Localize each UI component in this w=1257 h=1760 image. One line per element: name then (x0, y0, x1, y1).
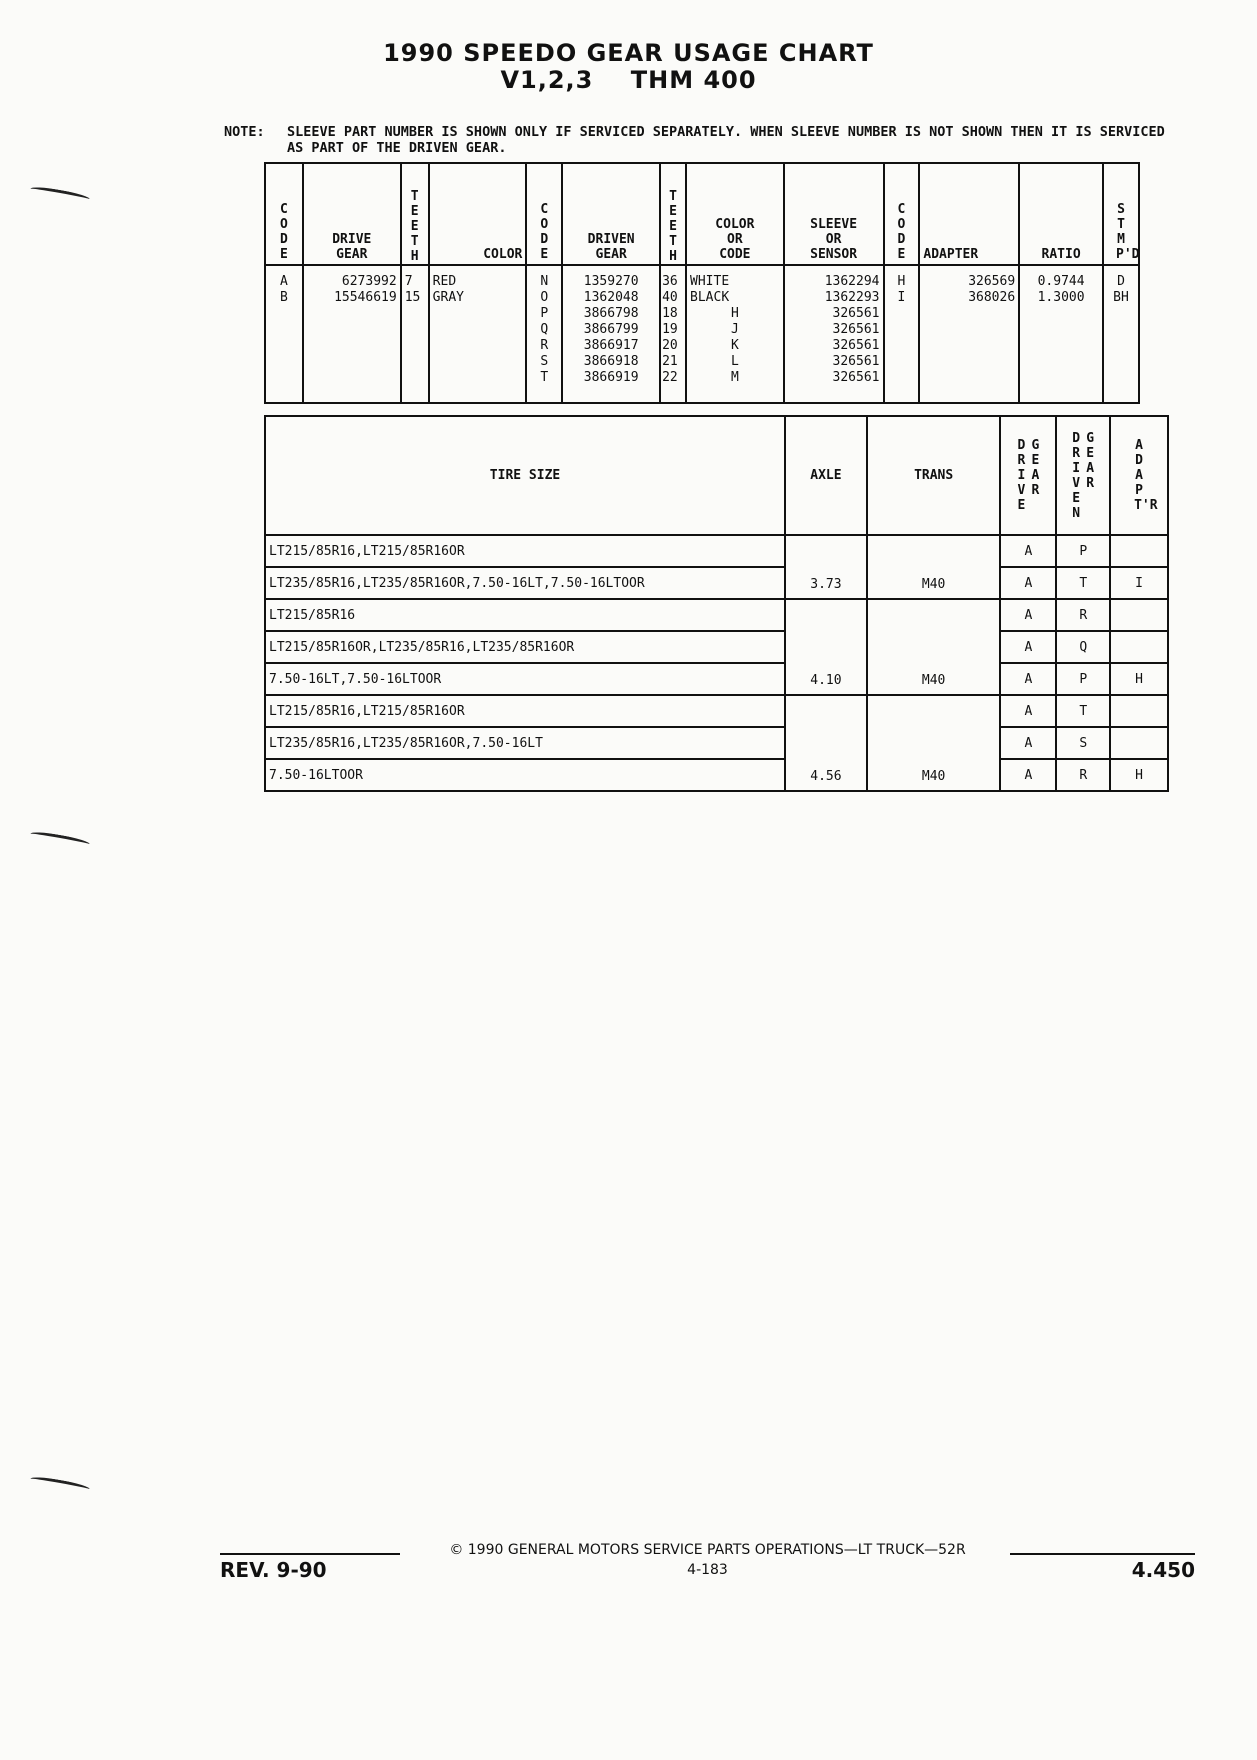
adapter-code-cell: I (1110, 567, 1168, 599)
adapter-code-cell (1110, 695, 1168, 727)
adapter-code-cell (1110, 599, 1168, 631)
driven-color-list (686, 265, 784, 403)
drive-code-cell: A (1000, 759, 1056, 791)
drive-gear-list (303, 265, 401, 403)
list-value: BH (1113, 290, 1129, 305)
list-value: P (540, 306, 549, 321)
drive-code-cell: A (1000, 599, 1056, 631)
list-value: N (540, 274, 549, 289)
page-footer (220, 1538, 1195, 1588)
header-color: COLOR (429, 163, 527, 265)
driven-teeth-list (660, 265, 686, 403)
header-trans: TRANS (867, 416, 1001, 535)
list-value: 7 (404, 274, 413, 289)
list-value: 40 (662, 290, 678, 305)
header-sleeve-or-sensor: SLEEVE OR SENSOR (784, 163, 884, 265)
list-value: 326561 (832, 322, 880, 337)
drive-color-list (429, 265, 527, 403)
list-value: 21 (662, 354, 678, 369)
list-value: 36 (662, 274, 678, 289)
binder-hole-mark (30, 1475, 90, 1493)
usage-header-row (265, 416, 1168, 535)
adapter-code-cell: H (1110, 759, 1168, 791)
usage-row (265, 727, 1168, 759)
sub-page-number: 4-183 (687, 1562, 728, 1578)
drive-code-list (265, 265, 303, 403)
list-value: 18 (662, 306, 678, 321)
drive-code-cell: A (1000, 535, 1056, 567)
title-line-1: 1990 SPEEDO GEAR USAGE CHART (383, 39, 874, 67)
adapter-code-list (884, 265, 920, 403)
list-value: 3866798 (583, 306, 639, 321)
tire-size-cell: LT215/85R16,LT215/85R16OR (265, 695, 785, 727)
list-value: 1359270 (583, 274, 639, 289)
header-stamped: STMP'D (1103, 163, 1139, 265)
adapter-code-cell (1110, 727, 1168, 759)
header-teeth: TEETH (660, 163, 686, 265)
tire-size-cell: LT215/85R16OR,LT235/85R16,LT235/85R16OR (265, 631, 785, 663)
header-driven-gear: DRIVEN GEAR (1056, 416, 1110, 535)
driven-code-cell: P (1056, 535, 1110, 567)
usage-table (264, 415, 1169, 792)
tire-size-cell: LT235/85R16,LT235/85R16OR,7.50-16LT,7.50-16LTOOR (265, 567, 785, 599)
ratio-list (1019, 265, 1103, 403)
list-value: RED (432, 274, 457, 289)
list-value: M (730, 370, 739, 385)
adapter-code-cell (1110, 631, 1168, 663)
usage-row (265, 599, 1168, 631)
sleeve-list (784, 265, 884, 403)
drive-code-cell: A (1000, 727, 1056, 759)
header-drive-gear: DRIVE GEAR (1000, 416, 1056, 535)
stamped-list (1103, 265, 1139, 403)
list-value: WHITE (690, 274, 730, 289)
axle-cell: 3.73 (785, 535, 867, 599)
binder-hole-mark (30, 185, 90, 203)
usage-row (265, 631, 1168, 663)
page-title (0, 40, 1257, 94)
list-value: O (540, 290, 549, 305)
list-value: 326561 (832, 370, 880, 385)
list-value: GRAY (432, 290, 464, 305)
list-value: 326561 (832, 306, 880, 321)
driven-code-list (526, 265, 562, 403)
list-value: 15 (404, 290, 421, 305)
list-value: 3866919 (583, 370, 639, 385)
list-value: 326569 (968, 274, 1016, 289)
driven-code-cell: R (1056, 759, 1110, 791)
parts-header-row (265, 163, 1139, 265)
header-code: CODE (526, 163, 562, 265)
list-value: 326561 (832, 338, 880, 353)
note-text: SLEEVE PART NUMBER IS SHOWN ONLY IF SERVICED SEPARATELY. WHEN SLEEVE NUMBER IS NOT SHOWN THEN IT IS SERVICED AS PART OF THE DRIVEN GEAR. (287, 124, 1165, 156)
driven-code-cell: T (1056, 567, 1110, 599)
list-value: D (1117, 274, 1125, 289)
list-value: K (730, 338, 739, 353)
list-value: 19 (662, 322, 678, 337)
axle-cell: 4.56 (785, 695, 867, 791)
list-value: A (280, 274, 288, 289)
header-adapter: ADAPT'R (1110, 416, 1168, 535)
list-value: 1362293 (824, 290, 880, 305)
tire-size-cell: 7.50-16LT,7.50-16LTOOR (265, 663, 785, 695)
list-value: R (540, 338, 549, 353)
driven-code-cell: T (1056, 695, 1110, 727)
copyright-text: © 1990 GENERAL MOTORS SERVICE PARTS OPERATIONS—LT TRUCK—52R (449, 1542, 966, 1558)
list-value: 0.9744 (1037, 274, 1085, 289)
adapter-code-cell (1110, 535, 1168, 567)
driven-code-cell: R (1056, 599, 1110, 631)
list-value: 368026 (968, 290, 1016, 305)
header-adapter: ADAPTER (919, 163, 1019, 265)
drive-teeth-list (401, 265, 429, 403)
list-value: T (540, 370, 549, 385)
list-value: 20 (662, 338, 678, 353)
driven-code-cell: P (1056, 663, 1110, 695)
note-label: NOTE: (224, 124, 265, 140)
trans-cell: M40 (867, 535, 1001, 599)
tire-size-cell: LT235/85R16,LT235/85R16OR,7.50-16LT (265, 727, 785, 759)
list-value: H (897, 274, 906, 289)
list-value: H (730, 306, 739, 321)
list-value: S (540, 354, 549, 369)
driven-gear-list (562, 265, 660, 403)
usage-row (265, 759, 1168, 791)
driven-code-cell: Q (1056, 631, 1110, 663)
usage-row (265, 695, 1168, 727)
title-line-2: V1,2,3 THM 400 (500, 66, 757, 94)
parts-table (264, 162, 1140, 404)
binder-hole-mark (30, 830, 90, 848)
list-value: 3866917 (583, 338, 639, 353)
driven-code-cell: S (1056, 727, 1110, 759)
adapter-list (919, 265, 1019, 403)
usage-row (265, 535, 1168, 567)
header-tire-size: TIRE SIZE (265, 416, 785, 535)
header-teeth: TEETH (401, 163, 429, 265)
parts-data-row (265, 265, 1139, 403)
tire-size-cell: 7.50-16LTOOR (265, 759, 785, 791)
trans-cell: M40 (867, 599, 1001, 695)
drive-code-cell: A (1000, 663, 1056, 695)
list-value: 1362294 (824, 274, 880, 289)
list-value: 6273992 (341, 274, 397, 289)
note-paragraph (224, 124, 1194, 156)
header-driven-gear: DRIVEN GEAR (562, 163, 660, 265)
list-value: 22 (662, 370, 678, 385)
header-ratio: RATIO (1019, 163, 1103, 265)
adapter-code-cell: H (1110, 663, 1168, 695)
list-value: BLACK (690, 290, 730, 305)
list-value: Q (540, 322, 549, 337)
list-value: J (730, 322, 739, 337)
drive-code-cell: A (1000, 631, 1056, 663)
list-value: 3866799 (583, 322, 639, 337)
page-number: 4.450 (1131, 1558, 1195, 1582)
list-value: I (897, 290, 906, 305)
list-value: L (730, 354, 739, 369)
header-color-or-code: COLOR OR CODE (686, 163, 784, 265)
axle-cell: 4.10 (785, 599, 867, 695)
list-value: 3866918 (583, 354, 639, 369)
drive-code-cell: A (1000, 695, 1056, 727)
trans-cell: M40 (867, 695, 1001, 791)
list-value: 1.3000 (1037, 290, 1085, 305)
header-code: CODE (884, 163, 920, 265)
tire-size-cell: LT215/85R16 (265, 599, 785, 631)
header-axle: AXLE (785, 416, 867, 535)
usage-row (265, 663, 1168, 695)
list-value: 326561 (832, 354, 880, 369)
header-code: CODE (265, 163, 303, 265)
tire-size-cell: LT215/85R16,LT215/85R16OR (265, 535, 785, 567)
header-drive-gear: DRIVE GEAR (303, 163, 401, 265)
list-value: 15546619 (334, 290, 397, 305)
drive-code-cell: A (1000, 567, 1056, 599)
revision-date: REV. 9-90 (220, 1558, 327, 1582)
list-value: 1362048 (583, 290, 639, 305)
usage-row (265, 567, 1168, 599)
list-value: B (280, 290, 288, 305)
